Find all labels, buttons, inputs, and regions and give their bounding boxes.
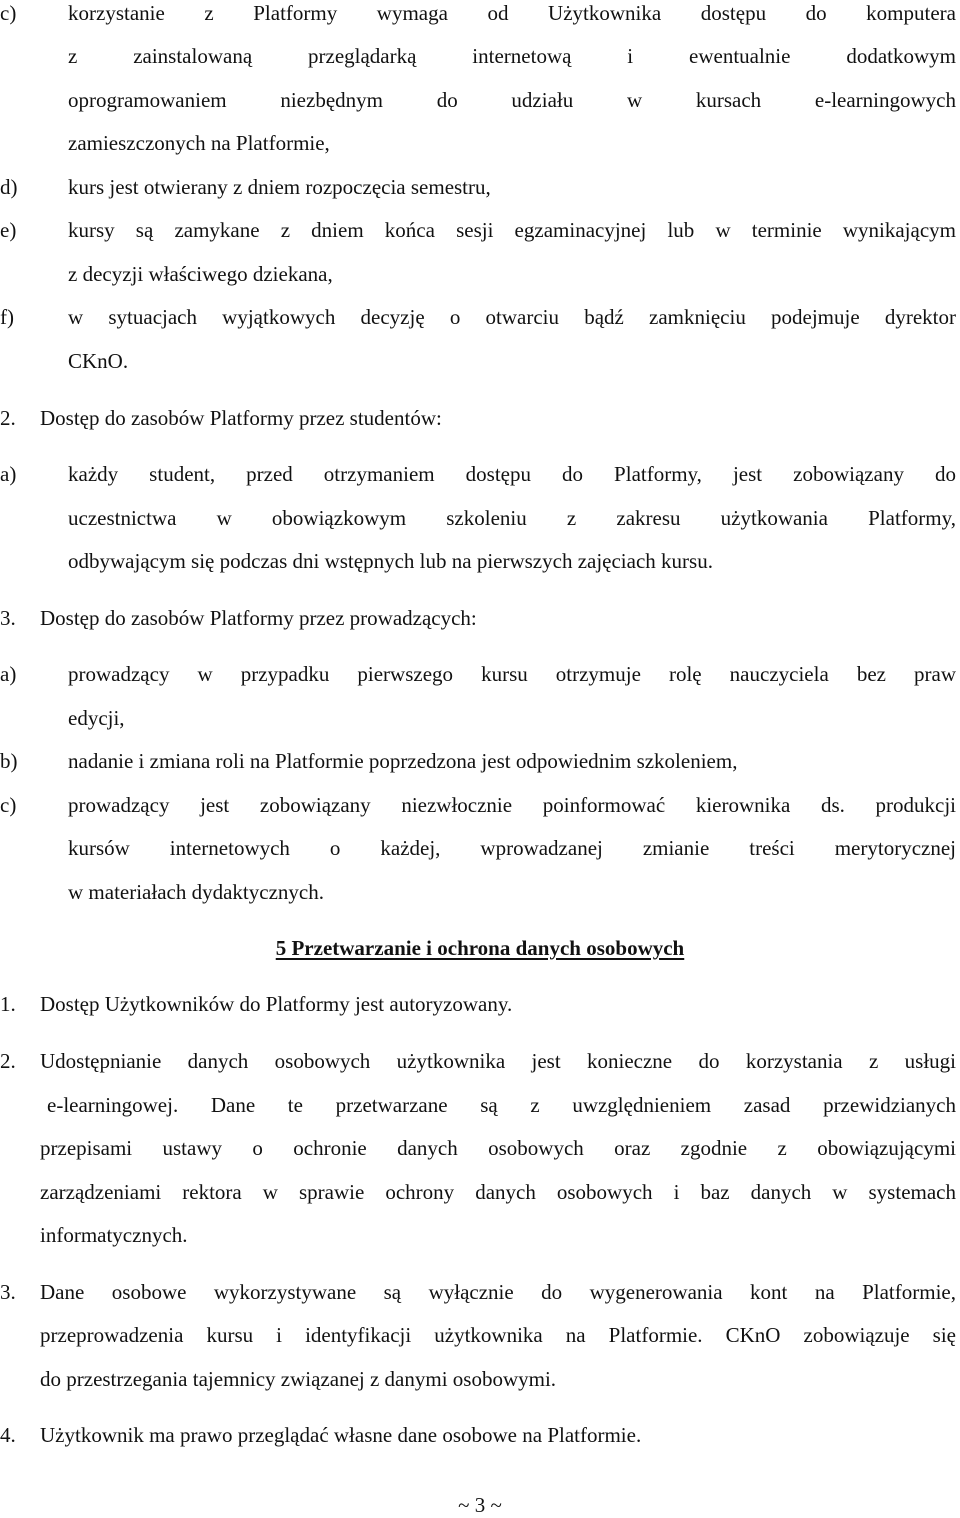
point-2-item-a-line3: odbywającym się podczas dni wstępnych lub na pierwszych zajęciach kursu. xyxy=(68,549,713,573)
section-5-point-3-line2: przeprowadzenia kursu i identyfikacji użytkownika na Platformie. CKnO zobowiązuje się xyxy=(40,1323,956,1347)
section-5-point-3-number: 3. xyxy=(0,1280,16,1304)
point-2-item-a-line2: uczestnictwa w obowiązkowym szkoleniu z zakresu użytkowania Platformy, xyxy=(68,506,956,530)
point-3-text: Dostęp do zasobów Platformy przez prowadzących: xyxy=(40,606,477,630)
point-3-item-c-line1: prowadzący jest zobowiązany niezwłocznie poinformować kierownika ds. produkcji xyxy=(68,793,956,817)
section-5-point-2-number: 2. xyxy=(0,1049,16,1073)
section-5-point-3-line3: do przestrzegania tajemnicy związanej z danymi osobowymi. xyxy=(40,1367,557,1391)
section-5-point-1-number: 1. xyxy=(0,992,16,1016)
point-3-item-b-line1: nadanie i zmiana roli na Platformie poprzedzona jest odpowiednim szkoleniem, xyxy=(68,749,738,773)
section-5-point-2-line2: e-learningowej. Dane te przetwarzane są z uwzględnieniem zasad przewidzianych xyxy=(47,1093,956,1117)
section-5-point-3-line1: Dane osobowe wykorzystywane są wyłącznie do wygenerowania kont na Platformie, xyxy=(40,1280,956,1304)
list-item-d-line1: kurs jest otwierany z dniem rozpoczęcia semestru, xyxy=(68,175,491,199)
list-label-f: f) xyxy=(0,305,14,329)
list-item-e-line1: kursy są zamykane z dniem końca sesji egzaminacyjnej lub w terminie wynikającym xyxy=(68,218,956,242)
list-label-c: c) xyxy=(0,1,17,25)
point-3-item-c-line2: kursów internetowych o każdej, wprowadzanej zmianie treści merytorycznej xyxy=(68,836,956,860)
point-3-item-b-label: b) xyxy=(0,749,18,773)
point-2-item-a-label: a) xyxy=(0,462,17,486)
list-label-e: e) xyxy=(0,218,17,242)
list-label-d: d) xyxy=(0,175,18,199)
list-item-e-line2: z decyzji właściwego dziekana, xyxy=(68,262,333,286)
section-5-point-1-line1: Dostęp Użytkowników do Platformy jest autoryzowany. xyxy=(40,992,513,1016)
section-5-point-2-line1: Udostępnianie danych osobowych użytkownika jest konieczne do korzystania z usługi xyxy=(40,1049,956,1073)
point-3-item-c-line3: w materiałach dydaktycznych. xyxy=(68,880,324,904)
point-3-item-a-line2: edycji, xyxy=(68,706,125,730)
point-2-number: 2. xyxy=(0,406,16,430)
section-5-point-4-line1: Użytkownik ma prawo przeglądać własne dane osobowe na Platformie. xyxy=(40,1423,642,1447)
list-item-f-line1: w sytuacjach wyjątkowych decyzję o otwarciu bądź zamknięciu podejmuje dyrektor xyxy=(68,305,956,329)
point-2-text: Dostęp do zasobów Platformy przez studentów: xyxy=(40,406,442,430)
section-5-point-2-line4: zarządzeniami rektora w sprawie ochrony danych osobowych i baz danych w systemach xyxy=(40,1180,956,1204)
point-3-item-a-label: a) xyxy=(0,662,17,686)
list-item-c-line1: korzystanie z Platformy wymaga od Użytkownika dostępu do komputera xyxy=(68,1,956,25)
section-5-point-2-line5: informatycznych. xyxy=(40,1223,188,1247)
section-5-point-4-number: 4. xyxy=(0,1423,16,1447)
point-3-item-a-line1: prowadzący w przypadku pierwszego kursu otrzymuje rolę nauczyciela bez praw xyxy=(68,662,956,686)
section-5-heading: 5 Przetwarzanie i ochrona danych osobowych xyxy=(275,936,685,960)
section-5-point-2-line3: przepisami ustawy o ochronie danych osobowych oraz zgodnie z obowiązującymi xyxy=(40,1136,956,1160)
list-item-c-line4: zamieszczonych na Platformie, xyxy=(68,131,330,155)
point-3-number: 3. xyxy=(0,606,16,630)
point-2-item-a-line1: każdy student, przed otrzymaniem dostępu do Platformy, jest zobowiązany do xyxy=(68,462,956,486)
list-item-c-line2: z zainstalowaną przeglądarką internetową i ewentualnie dodatkowym xyxy=(68,44,956,68)
list-item-f-line2: CKnO. xyxy=(68,349,129,373)
page-number: ~ 3 ~ xyxy=(458,1493,502,1517)
point-3-item-c-label: c) xyxy=(0,793,17,817)
list-item-c-line3: oprogramowaniem niezbędnym do udziału w kursach e-learningowych xyxy=(68,88,956,112)
